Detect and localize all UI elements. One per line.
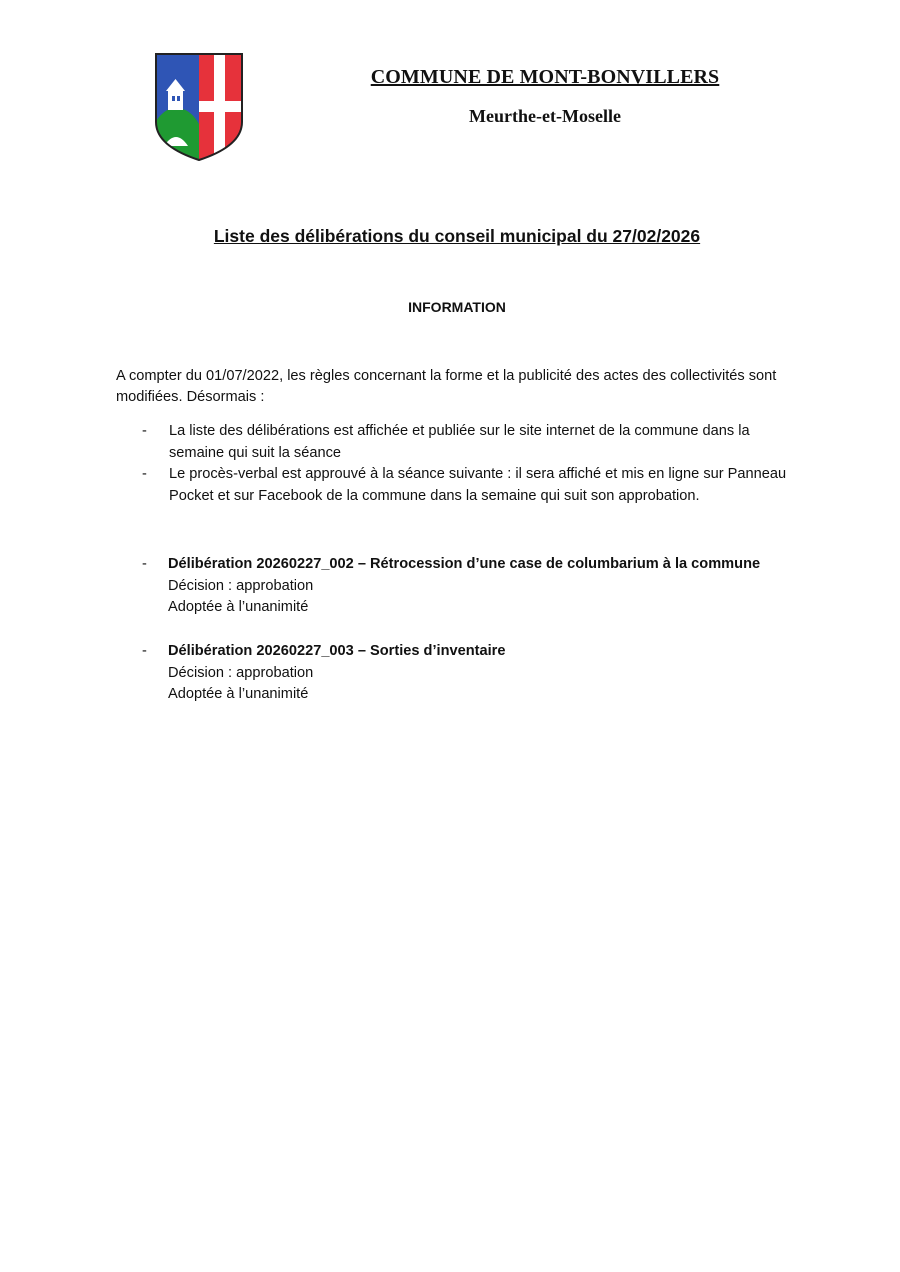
section-heading: INFORMATION	[408, 299, 506, 315]
deliberation-title: Délibération 20260227_003 – Sorties d’inventaire	[168, 643, 506, 659]
deliberation-item	[116, 554, 796, 619]
deliberation-item	[116, 641, 796, 706]
deliberation-title: Délibération 20260227_002 – Rétrocession d’une case de columbarium à la commune	[168, 556, 761, 572]
deliberation-vote: Adoptée à l’unanimité	[168, 686, 309, 702]
list-item: - Le procès-verbal est approuvé à la séance suivante : il sera affiché et mis en ligne sur Panneau Pocket et sur Facebook de la commune dans la semaine qui suit son approbation.	[116, 464, 796, 507]
deliberation-vote: Adoptée à l’unanimité	[168, 599, 309, 615]
department-name: Meurthe-et-Moselle	[469, 106, 621, 126]
document-title: Liste des délibérations du conseil municipal du 27/02/2026	[213, 226, 701, 246]
information-list	[116, 421, 796, 507]
intro-text: A compter du 01/07/2022, les règles concernant la forme et la publicité des actes des collectivités sont modifiées. Désormais :	[116, 368, 777, 405]
deliberation-decision: Décision : approbation	[168, 664, 314, 681]
deliberation-decision: Décision : approbation	[168, 577, 314, 594]
commune-name: COMMUNE DE MONT-BONVILLERS	[370, 66, 720, 88]
list-item: - La liste des délibérations est affichée et publiée sur le site internet de la commune dans la semaine qui suit la séance	[116, 421, 796, 464]
intro-paragraph	[116, 366, 796, 408]
list-dash: -	[142, 556, 147, 572]
list-dash: -	[142, 643, 147, 659]
coat-of-arms-icon	[152, 50, 246, 162]
